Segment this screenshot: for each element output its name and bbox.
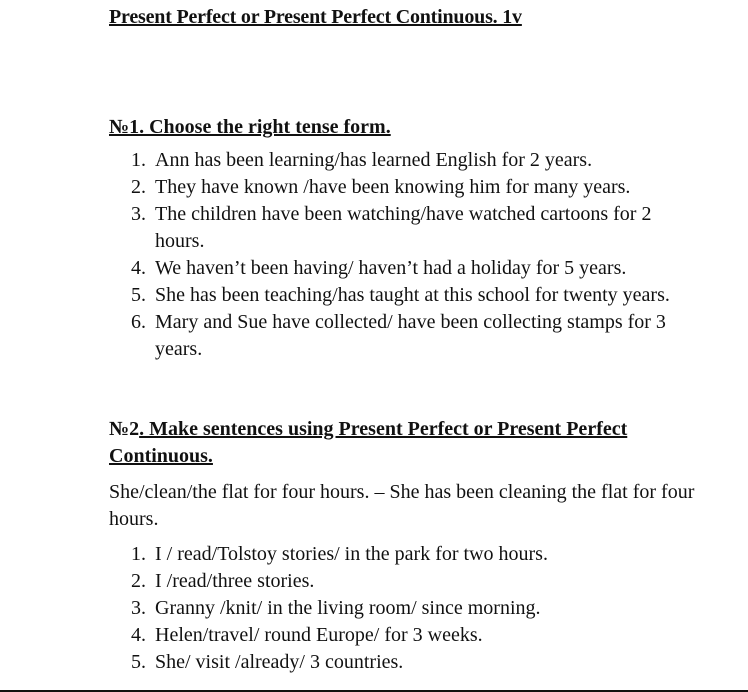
item-number: 6. [131,311,146,333]
exercise-2-heading-text: . Make sentences using Present Perfect or Present Perfect Continuous. [109,418,628,467]
item-text: Helen/travel/ round Europe/ for 3 weeks. [155,624,483,646]
item-text: She/ visit /already/ 3 countries. [155,651,404,673]
item-number: 1. [131,149,146,171]
item-number: 4. [131,257,146,279]
item-number: 2. [131,176,146,198]
item-text: I / read/Tolstoy stories/ in the park for two hours. [155,543,548,565]
item-number: 4. [131,624,146,646]
item-text: Mary and Sue have collected/ have been collecting stamps for 3 years. [155,311,666,360]
list-item [109,649,709,676]
list-item [109,622,709,649]
document-title: Present Perfect or Present Perfect Continuous. 1v [109,6,522,28]
list-item [109,595,709,622]
exercise-1-heading-text: №1. Choose the right tense form. [109,116,391,138]
list-item [109,174,709,201]
list-item [109,201,687,255]
item-number: 2. [131,570,146,592]
exercise-1-heading [109,114,391,141]
list-item [109,282,695,309]
list-item [109,147,709,174]
list-item [109,255,709,282]
item-number: 5. [131,651,146,673]
item-text: Granny /knit/ in the living room/ since morning. [155,597,541,619]
item-text: She has been teaching/has taught at this school for twenty years. [155,284,670,306]
item-number: 3. [131,203,146,225]
item-number: 1. [131,543,146,565]
list-item [109,541,709,568]
exercise-2-list [109,541,709,676]
item-number: 5. [131,284,146,306]
item-text: They have known /have been knowing him for many years. [155,176,631,198]
list-item [109,309,700,363]
exercise-2-heading-number: №2 [109,418,140,440]
item-text: Ann has been learning/has learned English for 2 years. [155,149,593,171]
list-item [109,568,709,595]
exercise-2-heading [109,416,669,470]
exercise-1-list [109,147,709,363]
exercise-2-example: She/clean/the flat for four hours. – She has been cleaning the flat for four hours. [109,481,695,530]
item-text: The children have been watching/have watched cartoons for 2 hours. [155,203,652,252]
item-text: We haven’t been having/ haven’t had a holiday for 5 years. [155,257,627,279]
item-number: 3. [131,597,146,619]
item-text: I /read/three stories. [155,570,315,592]
